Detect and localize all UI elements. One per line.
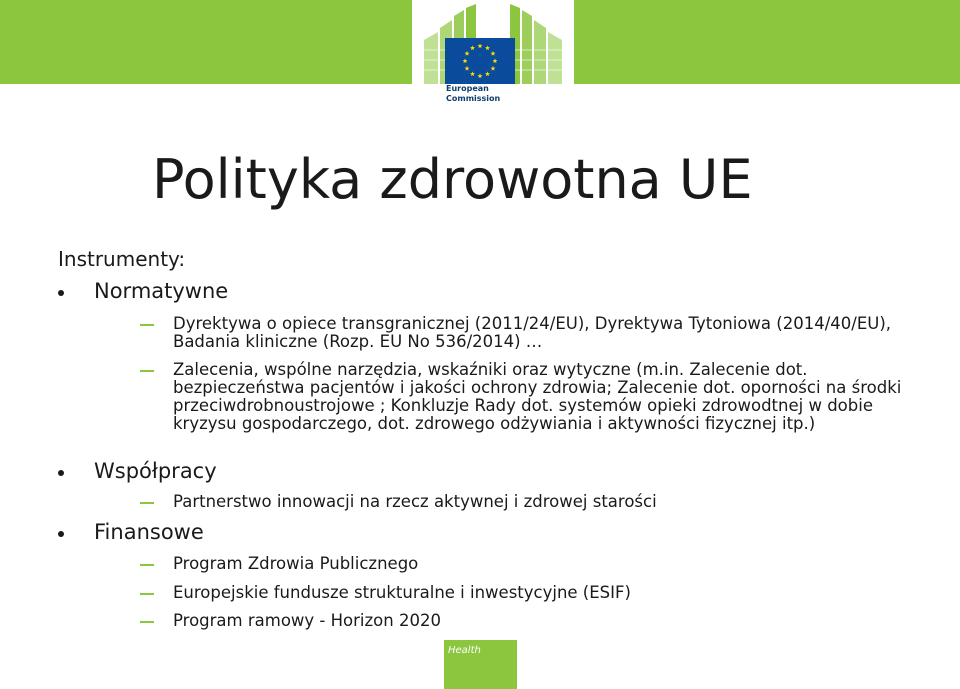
bullet-label: Normatywne bbox=[94, 279, 229, 303]
bullet-dot-icon bbox=[58, 470, 64, 476]
dash-icon bbox=[140, 593, 154, 595]
page-title: Polityka zdrowotna UE bbox=[152, 148, 753, 211]
dash-icon bbox=[140, 324, 154, 326]
bullet-label: Finansowe bbox=[94, 520, 204, 544]
bullet-dot-icon bbox=[58, 531, 64, 537]
dash-icon bbox=[140, 621, 154, 623]
list-item-text: Zalecenia, wspólne narzędzia, wskaźniki oraz wytyczne (m.in. Zalecenie dot. bezpieczeństwa pacjentów i jakości ochrony zdrowia; Zalecenie dot. oporności na środki przeciwdrobnoustrojowe ; Konkluzje Rady dot. systemów opieki zdrowodtnej w dobie kryzysu gospodarczego, dot. zdrowego odżywiania i aktywności fizycznej itp.) bbox=[173, 360, 902, 433]
logo-text-european: European bbox=[446, 84, 489, 93]
logo-text-commission: Commission bbox=[446, 94, 501, 103]
european-commission-logo bbox=[412, 0, 574, 118]
health-tag bbox=[444, 640, 517, 689]
berlaymont-building-icon bbox=[412, 0, 574, 84]
list-item-text: Europejskie fundusze strukturalne i inwestycyjne (ESIF) bbox=[173, 583, 631, 602]
list-item-text: Program ramowy - Horizon 2020 bbox=[173, 611, 441, 630]
bullet-label: Współpracy bbox=[94, 459, 217, 483]
dash-icon bbox=[140, 502, 154, 504]
health-tag-label: Health bbox=[448, 645, 481, 656]
list-item-text: Program Zdrowia Publicznego bbox=[173, 554, 419, 573]
bullet-dot-icon bbox=[58, 290, 64, 296]
list-item-text: Partnerstwo innowacji na rzecz aktywnej i zdrowej starości bbox=[173, 492, 657, 511]
dash-icon bbox=[140, 370, 154, 372]
dash-icon bbox=[140, 564, 154, 566]
list-item-text: Dyrektywa o opiece transgranicznej (2011/24/EU), Dyrektywa Tytoniowa (2014/40/EU), Badania kliniczne (Rozp. EU No 536/2014) … bbox=[173, 314, 891, 351]
intro-label: Instrumenty: bbox=[58, 247, 186, 271]
